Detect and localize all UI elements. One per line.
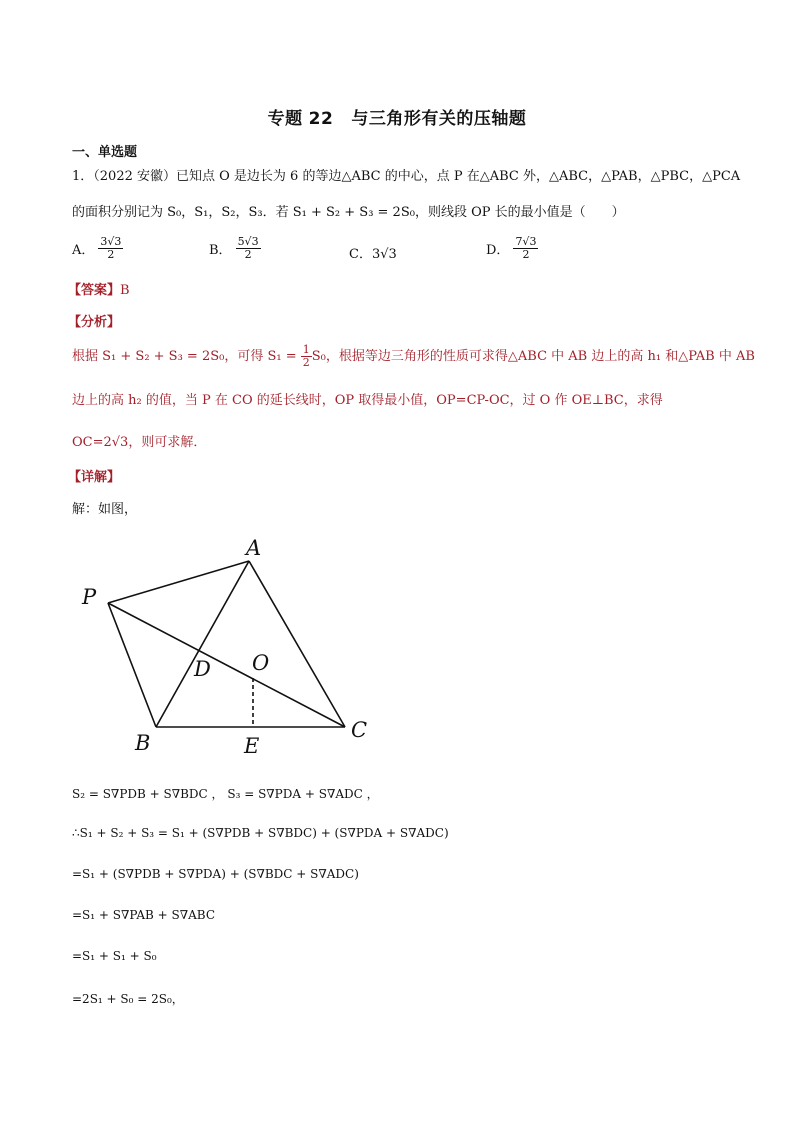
question-line-1: 1．（2022 安徽）已知点 O 是边长为 6 的等边△ABC 的中心，点 P 在△ABC 外，△ABC，△PAB，△PBC，△PCA [72, 169, 741, 184]
segment-ab [156, 561, 249, 727]
segment-pb [108, 603, 156, 727]
title-number: 22 [308, 109, 334, 129]
title-prefix: 专题 [267, 109, 303, 129]
option-c-label: C． [349, 247, 372, 262]
label-c: C [351, 718, 368, 742]
label-e: E [244, 734, 260, 758]
label-d: D [194, 657, 211, 681]
option-d-fraction: $\frac{7√3}{2}$ [515, 235, 537, 261]
detail-label: 【详解】 [68, 470, 121, 485]
analysis-line-2: 边上的高 h₂ 的值，当 P 在 CO 的延长线时，OP 取得最小值，OP=CP-OC，过 O 作 OE⊥BC，求得 [72, 393, 663, 408]
option-a-label: A． [72, 243, 95, 258]
detail-intro: 解：如图， [72, 502, 138, 517]
label-p: P [82, 585, 97, 609]
option-d-label: D． [486, 243, 510, 258]
equation-line-3: =S₁ + (S∇PDB + S∇PDA) + (S∇BDC + S∇ADC) [72, 867, 359, 881]
label-a: A [246, 536, 262, 560]
label-b: B [135, 731, 151, 755]
section-heading: 一、单选题 [72, 145, 138, 160]
equation-line-5: =S₁ + S₁ + S₀ [72, 949, 157, 963]
analysis-fraction: $\frac{1}{2}$ [302, 343, 310, 369]
option-c-value: 3√3 [371, 247, 397, 262]
question-line-2: 的面积分别记为 S₀，S₁，S₂，S₃．若 S₁ + S₂ + S₃ = 2S₀，则线段 OP 长的最小值是（ ） [72, 205, 625, 220]
label-o: O [252, 651, 270, 675]
answer-value: B [120, 283, 130, 298]
segment-pa [108, 561, 249, 603]
analysis-label: 【分析】 [68, 315, 121, 330]
title-text: 与三角形有关的压轴题 [351, 109, 527, 129]
option-a-fraction: $\frac{3√3}{2}$ [100, 235, 122, 261]
answer-label: 【答案】 [68, 283, 121, 298]
equation-line-4: =S₁ + S∇PAB + S∇ABC [72, 908, 215, 922]
equation-line-1: S₂ = S∇PDB + S∇BDC ， S₃ = S∇PDA + S∇ADC ， [72, 787, 379, 801]
equation-line-2: ∴S₁ + S₂ + S₃ = S₁ + (S∇PDB + S∇BDC) + (S∇PDA + S∇ADC) [72, 826, 449, 840]
analysis-line-3: OC=2√3，则可求解． [72, 435, 207, 450]
analysis-line-1: 根据 S₁ + S₂ + S₃ = 2S₀，可得 S₁ = $\frac{1}{2}$ S₀，根据等边三角形的性质可求得△ABC 中 AB 边上的高 h₁ 和△PAB 中 AB [72, 343, 755, 369]
option-b-fraction: $\frac{5√3}{2}$ [237, 235, 259, 261]
option-b-label: B． [209, 243, 232, 258]
equation-line-6: =2S₁ + S₀ = 2S₀， [72, 992, 184, 1006]
